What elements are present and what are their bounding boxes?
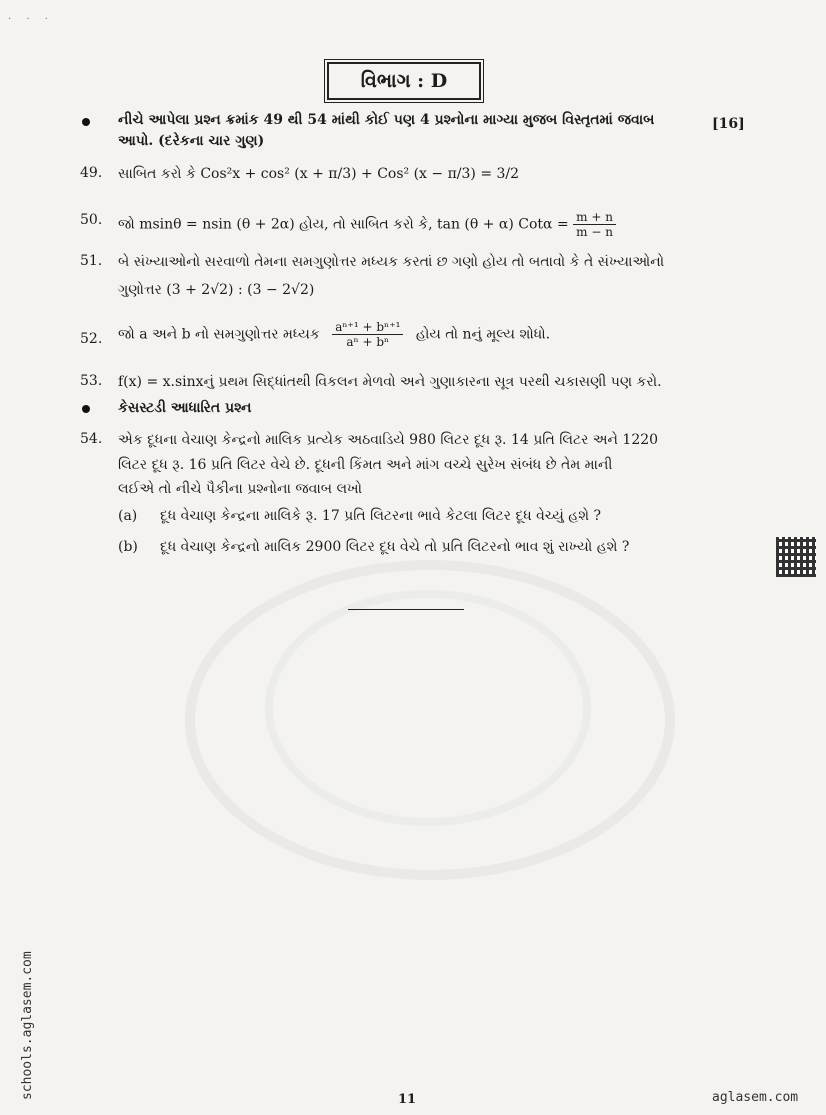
- case-study-heading: કેસસ્ટડી આધારિત પ્રશ્ન: [118, 400, 252, 416]
- end-divider: [348, 609, 464, 610]
- bullet-icon: [82, 405, 90, 413]
- question-50-text: [118, 210, 616, 239]
- fraction-denominator: aⁿ + bⁿ: [346, 335, 390, 349]
- question-number: 51.: [80, 253, 103, 269]
- question-number: 50.: [80, 212, 103, 228]
- subquestion-b-text: દૂધ વેચાણ કેન્દ્રનો માલિક 2900 લિટર દૂધ વેચે તો પ્રતિ લિટરનો ભાવ શું રાખ્યો હશે ?: [160, 539, 630, 555]
- subquestion-label: (b): [118, 539, 138, 555]
- question-53-text: f(x) = x.sinxનું પ્રથમ સિદ્ધાંતથી વિકલન મેળવો અને ગુણાકારના સૂત્ર પરથી ચકાસણી પણ કરો.: [118, 374, 662, 390]
- subquestion-a-text: દૂધ વેચાણ કેન્દ્રના માલિકે રૂ. 17 પ્રતિ લિટરના ભાવે કેટલા લિટર દૂધ વેચ્યું હશે ?: [160, 508, 602, 524]
- question-number: 53.: [80, 373, 103, 389]
- question-51-line-2: ગુણોત્તર (3 + 2√2) : (3 − 2√2): [118, 282, 315, 298]
- question-52-pre: જો a અને b નો સમગુણોત્તર મધ્યક: [118, 326, 320, 343]
- scan-marks: · · ·: [8, 14, 54, 25]
- question-52-post: હોય તો nનું મૂલ્ય શોધો.: [415, 326, 551, 343]
- subquestion-label: (a): [118, 508, 138, 524]
- question-54-line-1: એક દૂધના વેચાણ કેન્દ્રનો માલિક પ્રત્યેક અઠવાડિયે 980 લિટર દૂધ રૂ. 14 પ્રતિ લિટર અને 1220: [118, 432, 659, 448]
- question-52-text: [118, 320, 550, 349]
- watermark-seal-inner: [265, 590, 591, 826]
- question-54-line-3: લઈએ તો નીચે પૈકીના પ્રશ્નોના જવાબ લખો: [118, 481, 363, 497]
- question-number: 54.: [80, 431, 103, 447]
- question-54-line-2: લિટર દૂધ રૂ. 16 પ્રતિ લિટર વેચે છે. દૂધની કિંમત અને માંગ વચ્ચે સુરેખ સંબંધ છે તેમ માની: [118, 457, 613, 473]
- page-number: 11: [398, 1092, 417, 1107]
- footer-site: aglasem.com: [712, 1090, 799, 1105]
- fraction-denominator: m − n: [576, 225, 613, 239]
- instruction-line-1: નીચે આપેલા પ્રશ્ન ક્રમાંક 49 થી 54 માંથી કોઈ પણ 4 પ્રશ્નોના માગ્યા મુજબ વિસ્તૃતમાં જવાબ: [118, 112, 655, 128]
- question-number: 52.: [80, 331, 103, 347]
- fraction: [332, 320, 403, 349]
- bullet-icon: [82, 118, 90, 126]
- side-watermark-text: schools.aglasem.com: [20, 951, 35, 1100]
- instruction-line-2: આપો. (દરેકના ચાર ગુણ): [118, 133, 265, 149]
- question-51-line-1: બે સંખ્યાઓનો સરવાળો તેમના સમગુણોત્તર મધ્યક કરતાં છ ગણો હોય તો બતાવો કે તે સંખ્યાઓનો: [118, 254, 665, 270]
- fraction: [573, 210, 616, 239]
- qr-code-icon: [776, 537, 816, 577]
- section-marks: [16]: [712, 116, 745, 132]
- question-50-body: જો msinθ = nsin (θ + 2α) હોય, તો સાબિત કરો કે, tan (θ + α) Cotα =: [118, 216, 569, 233]
- fraction-numerator: m + n: [573, 210, 616, 225]
- section-title: વિભાગ : D: [327, 62, 481, 100]
- question-number: 49.: [80, 165, 103, 181]
- fraction-numerator: aⁿ⁺¹ + bⁿ⁺¹: [332, 320, 403, 335]
- question-49-text: સાબિત કરો કે Cos²x + cos² (x + π/3) + Cos² (x − π/3) = 3/2: [118, 166, 520, 182]
